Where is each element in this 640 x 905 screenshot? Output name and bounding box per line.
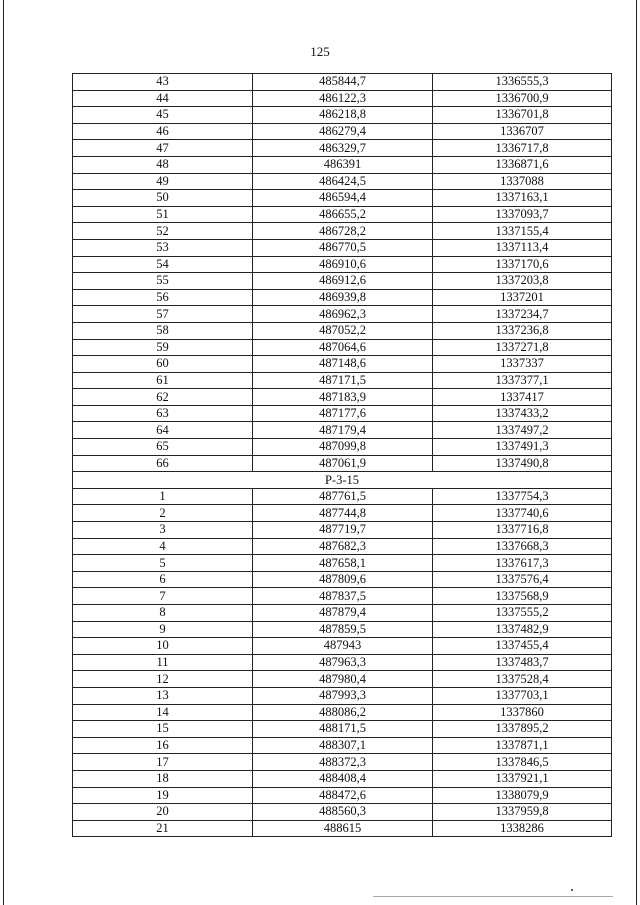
point-number-cell: 50 (73, 190, 253, 207)
point-number-cell: 21 (73, 820, 253, 837)
point-number-cell: 49 (73, 173, 253, 190)
y-coordinate-cell: 1337491,3 (433, 439, 612, 456)
x-coordinate-cell: 486962,3 (253, 306, 433, 323)
y-coordinate-cell: 1337528,4 (433, 671, 612, 688)
table-row (73, 256, 612, 273)
point-number-cell: 57 (73, 306, 253, 323)
point-number-cell: 65 (73, 439, 253, 456)
x-coordinate-cell: 487744,8 (253, 505, 433, 522)
y-coordinate-cell: 1337860 (433, 704, 612, 721)
x-coordinate-cell: 487980,4 (253, 671, 433, 688)
y-coordinate-cell: 1337377,1 (433, 372, 612, 389)
x-coordinate-cell: 486218,8 (253, 107, 433, 124)
table-row (73, 239, 612, 256)
y-coordinate-cell: 1338286 (433, 820, 612, 837)
page-edge-left (3, 0, 4, 905)
x-coordinate-cell: 486279,4 (253, 123, 433, 140)
coordinates-table (72, 73, 612, 837)
point-number-cell: 56 (73, 289, 253, 306)
x-coordinate-cell: 487177,6 (253, 405, 433, 422)
point-number-cell: 60 (73, 356, 253, 373)
y-coordinate-cell: 1337754,3 (433, 488, 612, 505)
point-number-cell: 64 (73, 422, 253, 439)
point-number-cell: 6 (73, 571, 253, 588)
table-row (73, 505, 612, 522)
x-coordinate-cell: 487837,5 (253, 588, 433, 605)
table-row (73, 820, 612, 837)
table-row (73, 754, 612, 771)
table-row (73, 140, 612, 157)
table-row (73, 289, 612, 306)
x-coordinate-cell: 486728,2 (253, 223, 433, 240)
table-row (73, 737, 612, 754)
y-coordinate-cell: 1338079,9 (433, 787, 612, 804)
x-coordinate-cell: 488615 (253, 820, 433, 837)
table-row (73, 522, 612, 539)
y-coordinate-cell: 1337497,2 (433, 422, 612, 439)
point-number-cell: 17 (73, 754, 253, 771)
y-coordinate-cell: 1337163,1 (433, 190, 612, 207)
table-row (73, 173, 612, 190)
table-row (73, 223, 612, 240)
table-row (73, 356, 612, 373)
table-row (73, 306, 612, 323)
table-row (73, 638, 612, 655)
section-header-row (73, 472, 612, 489)
table-row (73, 555, 612, 572)
point-number-cell: 4 (73, 538, 253, 555)
y-coordinate-cell: 1337337 (433, 356, 612, 373)
point-number-cell: 62 (73, 389, 253, 406)
y-coordinate-cell: 1336555,3 (433, 74, 612, 91)
footer-rule (373, 896, 613, 897)
point-number-cell: 10 (73, 638, 253, 655)
x-coordinate-cell: 487148,6 (253, 356, 433, 373)
y-coordinate-cell: 1336707 (433, 123, 612, 140)
y-coordinate-cell: 1337959,8 (433, 804, 612, 821)
x-coordinate-cell: 488171,5 (253, 721, 433, 738)
table-row (73, 687, 612, 704)
point-number-cell: 43 (73, 74, 253, 91)
x-coordinate-cell: 487099,8 (253, 439, 433, 456)
x-coordinate-cell: 486939,8 (253, 289, 433, 306)
y-coordinate-cell: 1337155,4 (433, 223, 612, 240)
x-coordinate-cell: 488307,1 (253, 737, 433, 754)
point-number-cell: 12 (73, 671, 253, 688)
y-coordinate-cell: 1337617,3 (433, 555, 612, 572)
y-coordinate-cell: 1337482,9 (433, 621, 612, 638)
page-number: 125 (310, 44, 330, 59)
y-coordinate-cell: 1337740,6 (433, 505, 612, 522)
table-row (73, 206, 612, 223)
point-number-cell: 16 (73, 737, 253, 754)
point-number-cell: 55 (73, 273, 253, 290)
table-row (73, 74, 612, 91)
table-row (73, 571, 612, 588)
point-number-cell: 48 (73, 156, 253, 173)
y-coordinate-cell: 1337716,8 (433, 522, 612, 539)
point-number-cell: 9 (73, 621, 253, 638)
x-coordinate-cell: 487993,3 (253, 687, 433, 704)
table-row (73, 455, 612, 472)
table-row (73, 107, 612, 124)
table-row (73, 439, 612, 456)
point-number-cell: 53 (73, 239, 253, 256)
table-row (73, 389, 612, 406)
x-coordinate-cell: 487171,5 (253, 372, 433, 389)
x-coordinate-cell: 487183,9 (253, 389, 433, 406)
point-number-cell: 44 (73, 90, 253, 107)
table-row (73, 621, 612, 638)
y-coordinate-cell: 1337093,7 (433, 206, 612, 223)
y-coordinate-cell: 1337170,6 (433, 256, 612, 273)
x-coordinate-cell: 487719,7 (253, 522, 433, 539)
point-number-cell: 14 (73, 704, 253, 721)
y-coordinate-cell: 1337490,8 (433, 455, 612, 472)
y-coordinate-cell: 1336700,9 (433, 90, 612, 107)
y-coordinate-cell: 1337895,2 (433, 721, 612, 738)
y-coordinate-cell: 1337234,7 (433, 306, 612, 323)
point-number-cell: 19 (73, 787, 253, 804)
point-number-cell: 5 (73, 555, 253, 572)
point-number-cell: 13 (73, 687, 253, 704)
x-coordinate-cell: 487761,5 (253, 488, 433, 505)
table-row (73, 538, 612, 555)
point-number-cell: 15 (73, 721, 253, 738)
point-number-cell: 20 (73, 804, 253, 821)
table-row (73, 588, 612, 605)
x-coordinate-cell: 487879,4 (253, 605, 433, 622)
y-coordinate-cell: 1337871,1 (433, 737, 612, 754)
point-number-cell: 11 (73, 654, 253, 671)
point-number-cell: 2 (73, 505, 253, 522)
y-coordinate-cell: 1337668,3 (433, 538, 612, 555)
x-coordinate-cell: 487658,1 (253, 555, 433, 572)
page-edge-right (636, 0, 637, 905)
point-number-cell: 54 (73, 256, 253, 273)
table-row (73, 787, 612, 804)
section-title: Р-3-15 (73, 472, 612, 489)
x-coordinate-cell: 487061,9 (253, 455, 433, 472)
table-row (73, 405, 612, 422)
table-row (73, 156, 612, 173)
x-coordinate-cell: 486391 (253, 156, 433, 173)
y-coordinate-cell: 1337555,2 (433, 605, 612, 622)
y-coordinate-cell: 1336701,8 (433, 107, 612, 124)
point-number-cell: 46 (73, 123, 253, 140)
x-coordinate-cell: 488472,6 (253, 787, 433, 804)
table-row (73, 671, 612, 688)
point-number-cell: 7 (73, 588, 253, 605)
table-row (73, 654, 612, 671)
table-row (73, 804, 612, 821)
coordinates-table-body (73, 74, 612, 837)
y-coordinate-cell: 1337113,4 (433, 239, 612, 256)
y-coordinate-cell: 1337433,2 (433, 405, 612, 422)
point-number-cell: 59 (73, 339, 253, 356)
table-row (73, 273, 612, 290)
x-coordinate-cell: 486655,2 (253, 206, 433, 223)
y-coordinate-cell: 1336871,6 (433, 156, 612, 173)
point-number-cell: 8 (73, 605, 253, 622)
point-number-cell: 61 (73, 372, 253, 389)
point-number-cell: 52 (73, 223, 253, 240)
table-row (73, 339, 612, 356)
x-coordinate-cell: 488560,3 (253, 804, 433, 821)
x-coordinate-cell: 487809,6 (253, 571, 433, 588)
y-coordinate-cell: 1337568,9 (433, 588, 612, 605)
point-number-cell: 63 (73, 405, 253, 422)
point-number-cell: 45 (73, 107, 253, 124)
y-coordinate-cell: 1337417 (433, 389, 612, 406)
table-row (73, 322, 612, 339)
table-row (73, 770, 612, 787)
table-row (73, 190, 612, 207)
table-row (73, 123, 612, 140)
x-coordinate-cell: 486122,3 (253, 90, 433, 107)
x-coordinate-cell: 488408,4 (253, 770, 433, 787)
x-coordinate-cell: 487943 (253, 638, 433, 655)
point-number-cell: 1 (73, 488, 253, 505)
table-row (73, 721, 612, 738)
y-coordinate-cell: 1337088 (433, 173, 612, 190)
y-coordinate-cell: 1337455,4 (433, 638, 612, 655)
y-coordinate-cell: 1336717,8 (433, 140, 612, 157)
table-row (73, 372, 612, 389)
point-number-cell: 66 (73, 455, 253, 472)
y-coordinate-cell: 1337201 (433, 289, 612, 306)
x-coordinate-cell: 487052,2 (253, 322, 433, 339)
y-coordinate-cell: 1337921,1 (433, 770, 612, 787)
point-number-cell: 3 (73, 522, 253, 539)
table-row (73, 488, 612, 505)
point-number-cell: 51 (73, 206, 253, 223)
x-coordinate-cell: 486910,6 (253, 256, 433, 273)
x-coordinate-cell: 487963,3 (253, 654, 433, 671)
y-coordinate-cell: 1337703,1 (433, 687, 612, 704)
table-row (73, 90, 612, 107)
point-number-cell: 47 (73, 140, 253, 157)
x-coordinate-cell: 487859,5 (253, 621, 433, 638)
x-coordinate-cell: 485844,7 (253, 74, 433, 91)
x-coordinate-cell: 487064,6 (253, 339, 433, 356)
x-coordinate-cell: 486912,6 (253, 273, 433, 290)
x-coordinate-cell: 487179,4 (253, 422, 433, 439)
x-coordinate-cell: 488372,3 (253, 754, 433, 771)
y-coordinate-cell: 1337203,8 (433, 273, 612, 290)
x-coordinate-cell: 488086,2 (253, 704, 433, 721)
table-row (73, 605, 612, 622)
table-row (73, 422, 612, 439)
y-coordinate-cell: 1337271,8 (433, 339, 612, 356)
x-coordinate-cell: 486770,5 (253, 239, 433, 256)
x-coordinate-cell: 486329,7 (253, 140, 433, 157)
footer-dot (571, 889, 573, 891)
y-coordinate-cell: 1337846,5 (433, 754, 612, 771)
x-coordinate-cell: 486424,5 (253, 173, 433, 190)
point-number-cell: 18 (73, 770, 253, 787)
y-coordinate-cell: 1337483,7 (433, 654, 612, 671)
point-number-cell: 58 (73, 322, 253, 339)
y-coordinate-cell: 1337576,4 (433, 571, 612, 588)
x-coordinate-cell: 487682,3 (253, 538, 433, 555)
y-coordinate-cell: 1337236,8 (433, 322, 612, 339)
table-row (73, 704, 612, 721)
x-coordinate-cell: 486594,4 (253, 190, 433, 207)
